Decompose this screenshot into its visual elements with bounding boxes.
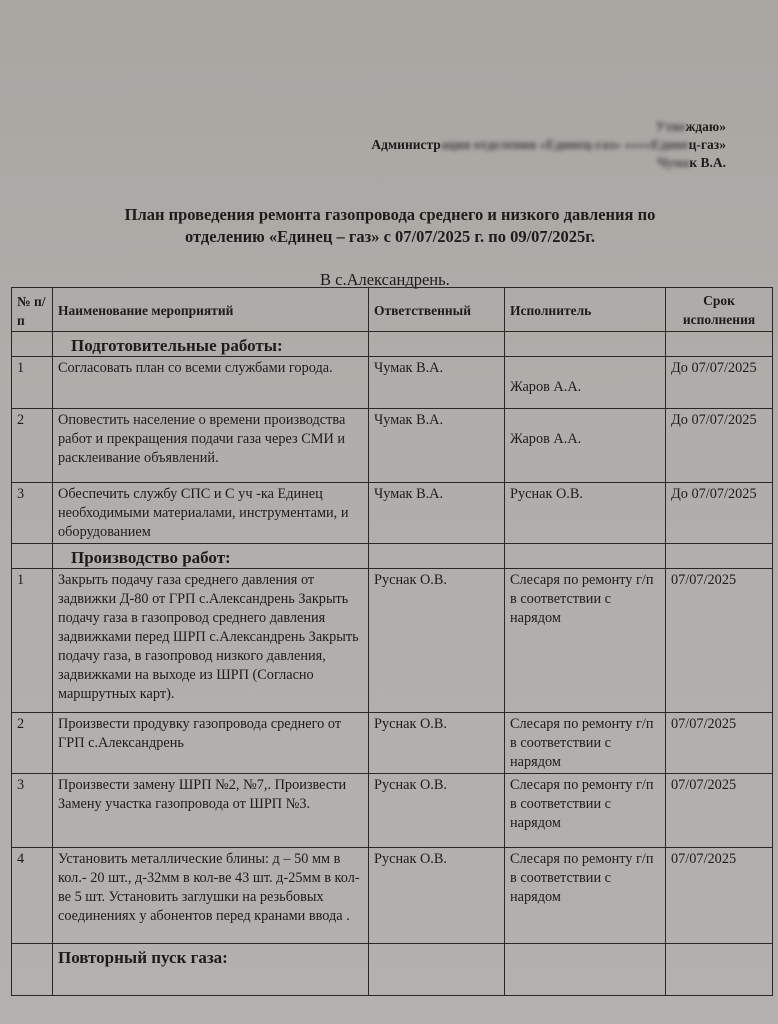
document-title: План проведения ремонта газопровода среднего и низкого давления по отделению «Единец – газ» с 07/07/2025 г. по 09/07/2025г. [124, 205, 656, 246]
table-row: 2 Оповестить население о времени производства работ и прекращения подачи газа через СМИ и расклеивание объявлений. Чумак В.А. Жаров А.А. До 07/07/2025 [12, 409, 773, 483]
table-row: 1 Согласовать план со всеми службами города. Чумак В.А. Жаров А.А. До 07/07/2025 [12, 357, 773, 409]
table-row: 2 Произвести продувку газопровода среднего от ГРП с.Александрень Руснак О.В. Слесаря по ремонту г/п в соответствии с нарядом 07/07/2025 [12, 713, 773, 774]
plan-table [11, 287, 773, 996]
section-title: Подготовительные работы: [53, 332, 369, 357]
approval-line-1: ждаю» [685, 119, 726, 134]
table-row: 4 Установить металлические блины: д – 50 мм в кол.- 20 шт., д-32мм в кол-ве 43 шт. д-25мм в кол-ве 5 шт. Установить заглушки на резьбовых соединениях у абонентов перед кранами ввода . Руснак О.В. Слесаря по ремонту г/п в соответствии с нарядом 07/07/2025 [12, 848, 773, 944]
approval-line-3: к В.А. [689, 155, 726, 170]
table-row: 1 Закрыть подачу газа среднего давления от задвижки Д-80 от ГРП с.Александрень Закрыть подачу газа в газопровод среднего давления задвижками перед ШРП с.Александрень Закрыть подачу газа, в газопровод низкого давления, задвижками на выходе из ШРП (Согласно маршрутных карт). Руснак О.В. Слесаря по ремонту г/п в соответствии с нарядом 07/07/2025 [12, 569, 773, 713]
approval-line-2-prefix: Администр [371, 137, 441, 152]
table-row: 3 Обеспечить службу СПС и С уч -ка Единец необходимыми материалами, инструментами, и оборудованием Чумак В.А. Руснак О.В. До 07/07/2025 [12, 483, 773, 544]
location-label: В с.Александрень. [320, 270, 450, 289]
header-executor: Исполнитель [505, 288, 666, 332]
approval-line-2-suffix: ц-газ» [688, 137, 726, 152]
section-title: Повторный пуск газа: [53, 944, 369, 996]
approval-stamp: Утвеждаю» Администрация отделения «Единец-газ» ««««Единец-газ» Чумак В.А. [371, 119, 726, 170]
redacted-text: ация отделения «Единец-газ» ««««Едине [440, 137, 689, 152]
table-header-row [12, 288, 773, 332]
table-row: 3 Произвести замену ШРП №2, №7,. Произвести Замену участка газопровода от ШРП №3. Руснак О.В. Слесаря по ремонту г/п в соответствии с нарядом 07/07/2025 [12, 774, 773, 848]
section-row-preparatory [12, 332, 773, 357]
header-number: № п/п [12, 288, 53, 332]
header-name: Наименование мероприятий [53, 288, 369, 332]
header-deadline: Срок исполнения [666, 288, 773, 332]
section-row-production [12, 544, 773, 569]
section-title: Производство работ: [53, 544, 369, 569]
header-responsible: Ответственный [369, 288, 505, 332]
section-row-restart [12, 944, 773, 996]
